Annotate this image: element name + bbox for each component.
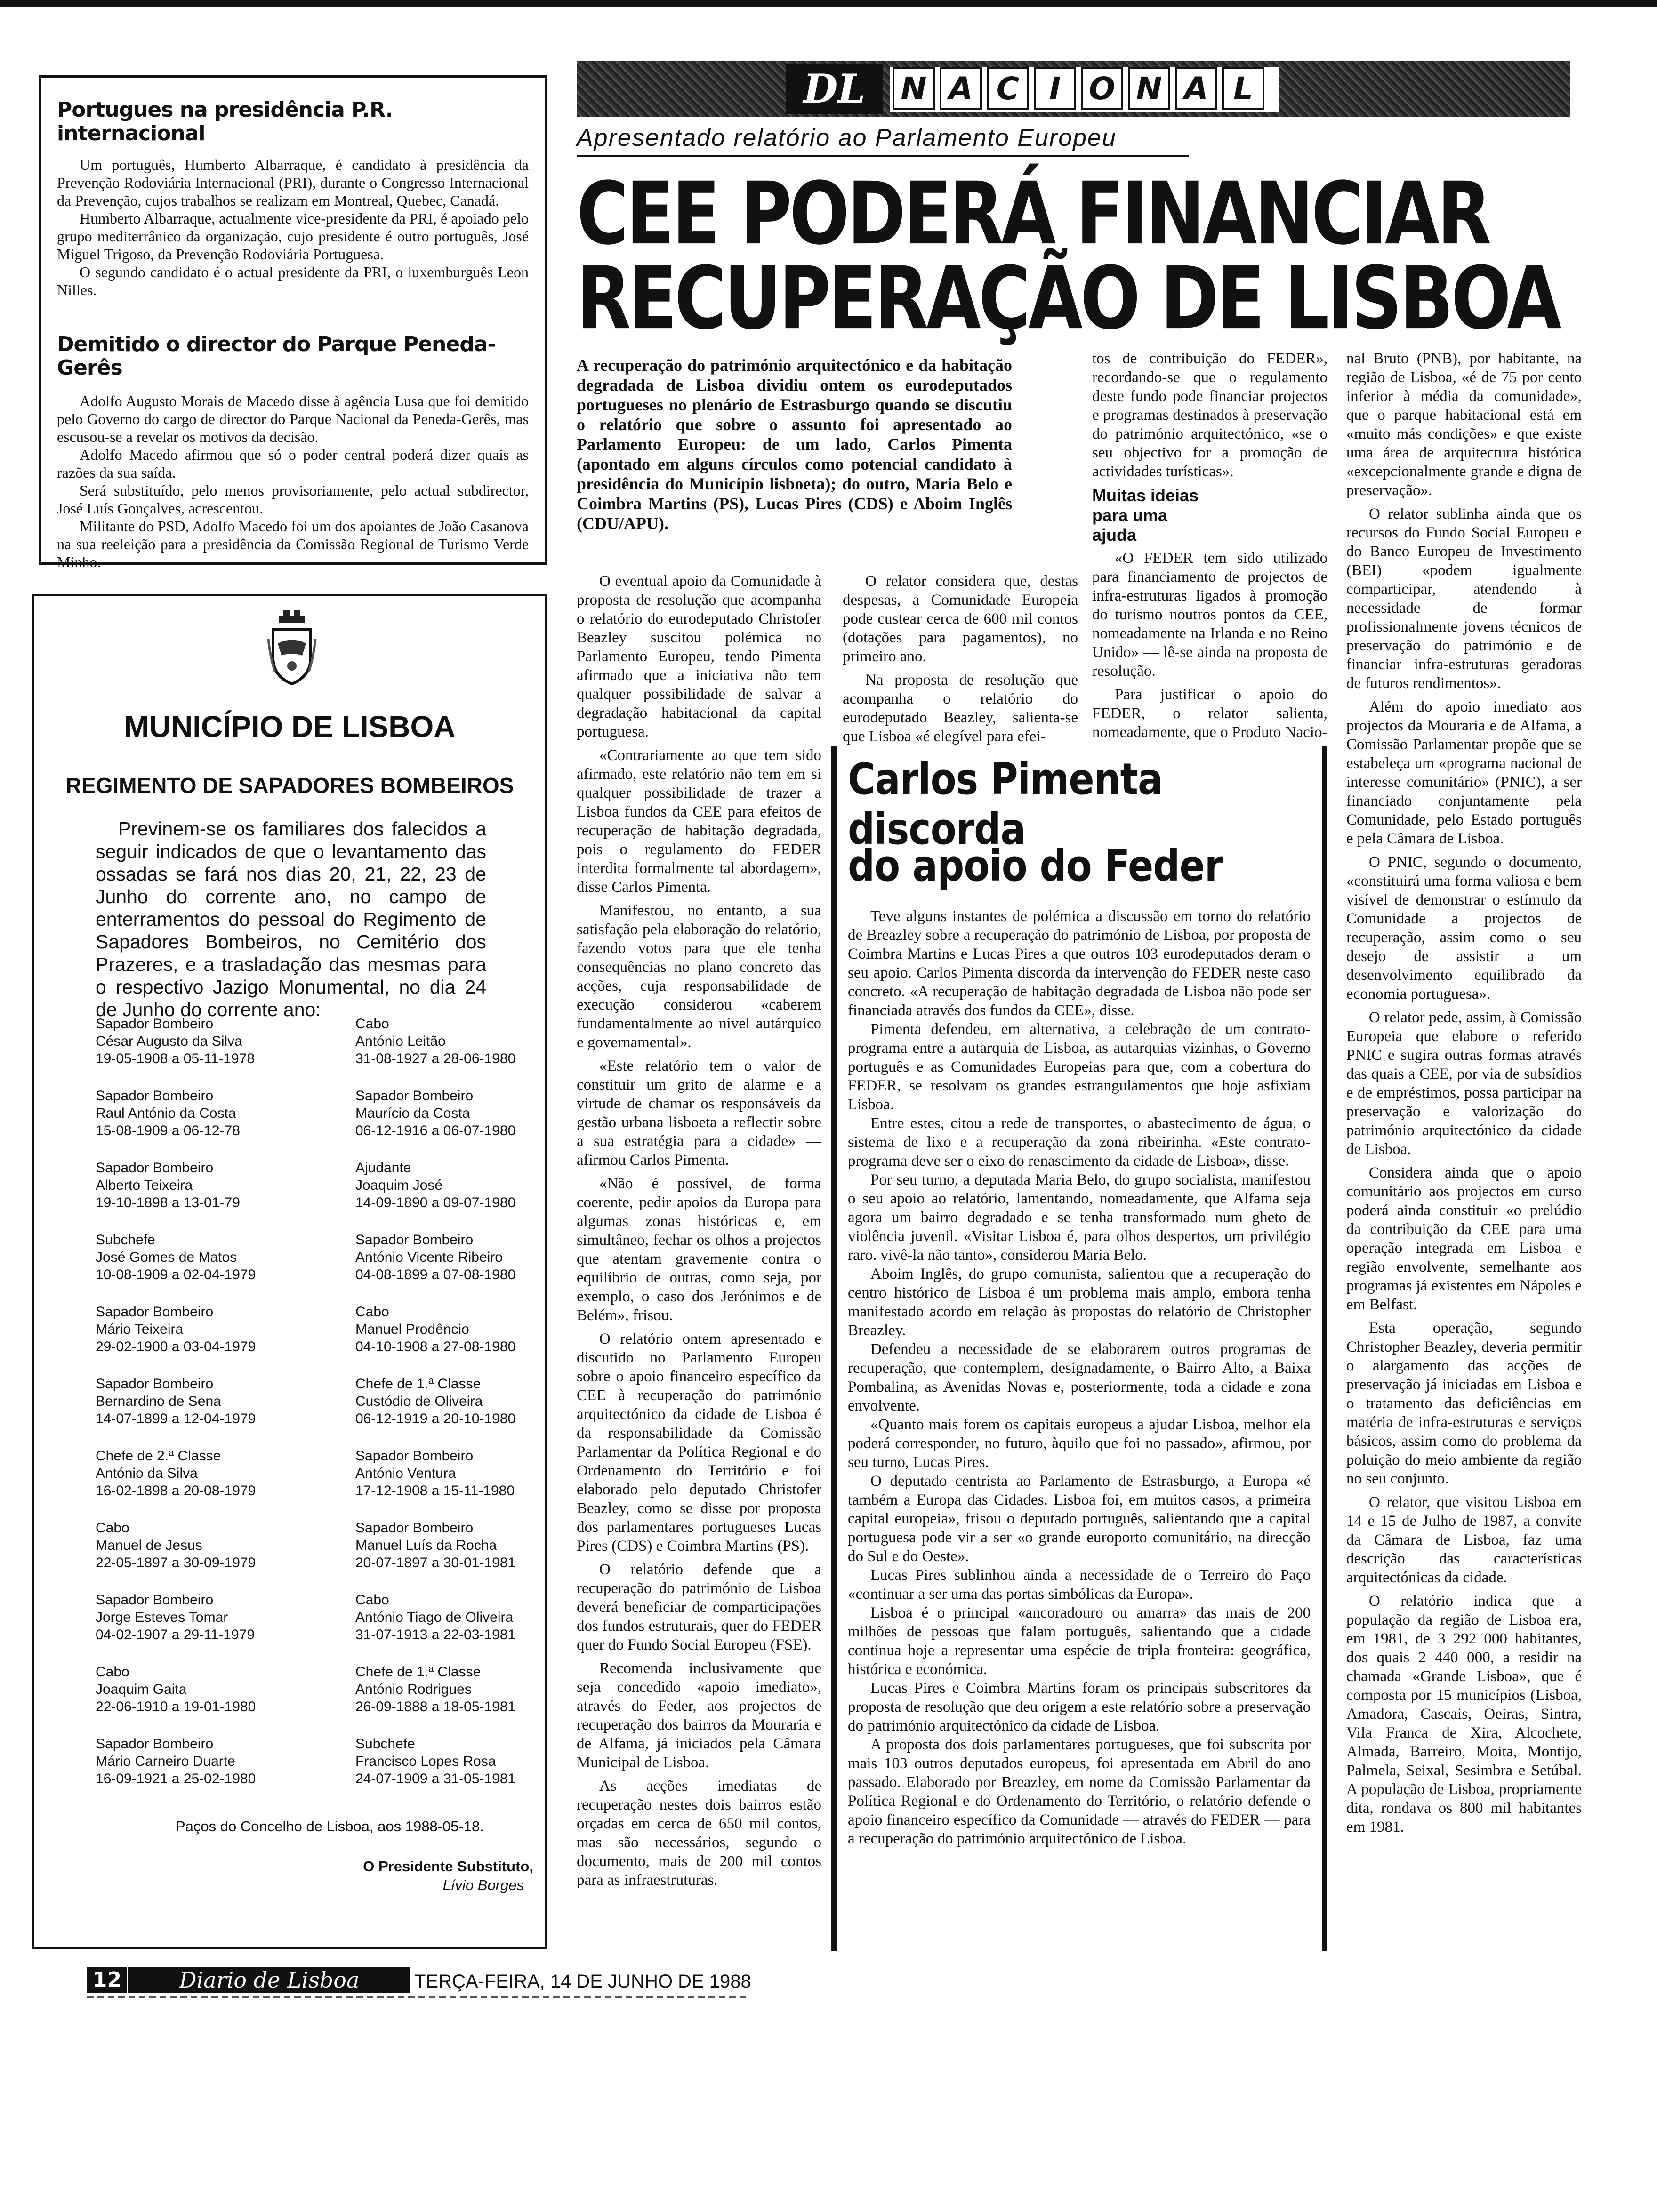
article-headline-line2: RECUPERAÇÃO DE LISBOA	[577, 248, 1560, 349]
article-paragraph: tos de contribuição do FEDER», recordando-se que o regulamento deste fundo pode financiar projectos e programas destinados à preservação do património arquitectónico, «se o seu objectivo for a promoção de actividades turísticas».	[1092, 350, 1327, 480]
notice-subtitle: REGIMENTO DE SAPADORES BOMBEIROS	[65, 773, 514, 798]
notice-title: MUNICÍPIO DE LISBOA	[124, 710, 456, 744]
municipal-notice	[32, 594, 547, 1949]
deceased-entry: Sapador Bombeiro Bernardino de Sena 14-07-1899 a 12-04-1979	[96, 1376, 256, 1427]
deceased-entry: Sapador Bombeiro Jorge Esteves Tomar 04-02-1907 a 29-11-1979	[96, 1592, 255, 1643]
notice-place-date: Paços do Concelho de Lisboa, aos 1988-05-18.	[176, 1818, 484, 1835]
article-paragraph: O relator sublinha ainda que os recursos do Fundo Social Europeu e do Banco Europeu de Investimento (BEI) «podem igualmente comparticipar, atendendo à necessidade de formar profissionalmente jovens técnicos de preservação do património e de financiar infra-estruturas geradoras de futuros rendimentos».	[1346, 505, 1582, 692]
section-letter: I	[1034, 67, 1076, 110]
deceased-entry: Chefe de 1.ª Classe Custódio de Oliveira 06-12-1919 a 20-10-1980	[355, 1376, 516, 1427]
article-kicker: Apresentado relatório ao Parlamento Europeu	[577, 124, 1117, 152]
article-paragraph: «Não é possível, de forma coerente, pedir apoios da Europa para algumas zonas históricas e, em simultâneo, fechar os olhos a projectos que atentam gravemente contra o equilíbrio de outras, como seja, por exemplo, o caso dos Jerónimos e de Belém», frisou.	[577, 1175, 821, 1324]
sidebar-paragraph: O deputado centrista ao Parlamento de Estrasburgo, a Europa «é também a Europa das Cidades. Lisboa foi, em muitos casos, a primeira capital europeia», frisou o deputado português, salientando que a capital portuguesa pode vir a ser «o grande europorto comunitário, na direcção do Sul e do Oeste».	[848, 1473, 1311, 1565]
deceased-entry: Sapador Bombeiro António Ventura 17-12-1908 a 15-11-1980	[355, 1448, 515, 1499]
sidebar-paragraph: Lucas Pires sublinhou ainda a necessidade de o Terreiro do Paço «continuar a ser uma das portas simbólicas da Europa».	[848, 1567, 1311, 1603]
article-paragraph: O relator considera que, destas despesas, a Comunidade Europeia pode custear cerca de 600 mil contos (dotações para pagamentos), no primeiro ano.	[843, 573, 1078, 665]
article-column-4	[1346, 349, 1582, 1949]
deceased-entry: Sapador Bombeiro Mário Teixeira 29-02-1900 a 03-04-1979	[96, 1304, 256, 1354]
section-logo: DL	[786, 64, 883, 114]
sidebar-box	[831, 746, 1327, 1951]
brief-paragraph: Será substituído, pelo menos provisoriamente, pelo actual subdirector, José Luís Gonçalves, acrescentou.	[57, 482, 529, 517]
section-letter: A	[1175, 67, 1217, 110]
article-paragraph: Recomenda inclusivamente que seja concedido «apoio imediato», através do Feder, aos projectos de recuperação dos bairros da Mouraria e de Alfama, já iniciados pela Câmara Municipal de Lisboa.	[577, 1660, 821, 1771]
sidebar-paragraph: Teve alguns instantes de polémica a discussão em torno do relatório de Breazley sobre a recuperação do património de Lisboa, por proposta de Coimbra Martins e Lucas Pires a que outros 103 eurodeputados deram o seu apoio. Carlos Pimenta discorda da intervenção do FEDER neste caso concreto. «A recuperação de habitação degradada de Lisboa não pode ser financiada através dos fundos da CEE», disse.	[848, 908, 1311, 1019]
deceased-entry: Sapador Bombeiro António Vicente Ribeiro 04-08-1899 a 07-08-1980	[355, 1232, 516, 1282]
footer-rule	[87, 1996, 746, 1998]
deceased-entry: Chefe de 1.ª Classe António Rodrigues 26-09-1888 a 18-05-1981	[355, 1664, 516, 1715]
article-column-2	[843, 572, 1078, 745]
article-paragraph: O relator, que visitou Lisboa em 14 e 15 de Julho de 1987, a convite da Câmara de Lisboa, faz uma descrição das características arquitectónicas da cidade.	[1346, 1494, 1582, 1586]
notice-list-right	[355, 1015, 544, 1807]
section-letter: L	[1222, 67, 1264, 110]
top-rule	[0, 0, 1657, 7]
article-paragraph: «O FEDER tem sido utilizado para financiamento de projectos de infra-estruturas ligados à promoção do turismo noutros pontos da CEE, nomeadamente na Irlanda e no Reino Unido» — lê-se ainda na proposta de resolução.	[1092, 550, 1327, 680]
deceased-entry: Chefe de 2.ª Classe António da Silva 16-02-1898 a 20-08-1979	[96, 1448, 256, 1499]
deceased-entry: Cabo Manuel Prodêncio 04-10-1908 a 27-08-1980	[355, 1304, 516, 1354]
article-paragraph: O relatório indica que a população da região de Lisboa era, em 1981, de 3 292 000 habitantes, dos quais 2 440 000, a residir na chamada «Grande Lisboa», que é composta por 15 municípios (Lisboa, Amadora, Cascais, Oeiras, Sintra, Vila Franca de Xira, Alcochete, Almada, Barreiro, Moita, Montijo, Palmela, Seixal, Sesimbra e Setúbal. A população de Lisboa, propriamente dita, rondava os 800 mil habitantes em 1981.	[1346, 1593, 1582, 1835]
deceased-entry: Cabo António Leitão 31-08-1927 a 28-06-1980	[355, 1016, 516, 1066]
section-letter: C	[987, 67, 1029, 110]
sidebar-paragraph: «Quanto mais forem os capitais europeus a ajudar Lisboa, melhor ela poderá corresponder, no futuro, àquilo que foi no passado», afirmou, por seu turno, Lucas Pires.	[848, 1416, 1311, 1471]
notice-signer-title: O Presidente Substituto,	[363, 1858, 533, 1875]
footer-date: TERÇA-FEIRA, 14 DE JUNHO DE 1988	[414, 1971, 751, 1992]
deceased-entry: Sapador Bombeiro César Augusto da Silva 19-05-1908 a 05-11-1978	[96, 1016, 255, 1066]
article-paragraph: As acções imediatas de recuperação nestes dois bairros estão orçadas em cerca de 650 mil contos, mas são necessários, segundo o documento, mais de 200 mil contos para as infraestruturas.	[577, 1778, 821, 1889]
article-paragraph: O relatório defende que a recuperação do património de Lisboa deverá beneficiar de comparticipações dos fundos estruturais, quer do FEDER quer do Fundo Social Europeu (FSE).	[577, 1561, 821, 1653]
deceased-entry: Cabo Manuel de Jesus 22-05-1897 a 30-09-1979	[96, 1520, 256, 1571]
footer-page-number: 12	[87, 1967, 127, 1993]
sidebar-paragraph: Pimenta defendeu, em alternativa, a celebração de um contrato-programa entre a autarquia de Lisboa, as autarquias vizinhas, o Governo português e as Comunidades Europeias para que, com a cobertura do FEDER, se resolvam os grandes estrangulamentos que hoje asfixiam Lisboa.	[848, 1021, 1311, 1113]
footer-paper-name: Diario de Lisboa	[128, 1967, 410, 1993]
deceased-entry: Sapador Bombeiro Mário Carneiro Duarte 16-09-1921 a 25-02-1980	[96, 1736, 256, 1787]
coat-of-arms-icon	[268, 610, 315, 686]
sidebar-paragraph: Defendeu a necessidade de se elaborarem outros programas de recuperação, que contemplem, designadamente, o Bairro Alto, a Baixa Pombalina, as Avenidas Novas e, posteriormente, toda a cidade e zona envolvente.	[848, 1341, 1311, 1414]
sidebar-headline-line1: Carlos Pimenta discorda	[848, 753, 1163, 854]
sidebar-headline-line2: do apoio do Feder	[848, 840, 1223, 891]
article-lead: A recuperação do património arquitectónico e da habitação degradada de Lisboa dividiu ontem os eurodeputados portugueses no plenário de Estrasburgo quando se discutiu o relatório que sobre o assunto foi apresentado ao Parlamento Europeu: de um lado, Carlos Pimenta (apontado em alguns círculos como potencial candidato à presidência do Município lisboeta); do outro, Maria Belo e Coimbra Martins (PS), Lucas Pires (CDS) e Aboim Inglês (CDU/APU).	[577, 356, 1012, 533]
notice-signer-name: Lívio Borges	[442, 1877, 524, 1893]
brief-paragraph: Adolfo Augusto Morais de Macedo disse à agência Lusa que foi demitido pelo Governo do cargo de director do Parque Nacional da Peneda-Gerês, mas escusou-se a revelar os motivos da decisão.	[57, 393, 529, 445]
deceased-entry: Sapador Bombeiro Raul António da Costa 15-08-1909 a 06-12-78	[96, 1088, 240, 1138]
section-letter: O	[1081, 67, 1123, 110]
deceased-entry: Ajudante Joaquim José 14-09-1890 a 09-07-1980	[355, 1160, 516, 1210]
section-letter: A	[940, 67, 982, 110]
article-paragraph: O relator pede, assim, à Comissão Europeia que elabore o referido PNIC e sugira outras formas através das quais a CEE, por via de subsídios e de empréstimos, possa participar na preservação e valorização do património arquitectónico da cidade de Lisboa.	[1346, 1009, 1582, 1158]
sidebar-paragraph: Aboim Inglês, do grupo comunista, salientou que a recuperação do centro histórico de Lisboa é um problema mais amplo, embora tenha manifestado acordo em relação às propostas do relatório de Christopher Breazley.	[848, 1266, 1311, 1339]
article-paragraph: Esta operação, segundo Christopher Beazley, deveria permitir o alargamento das acções de preservação já iniciadas em Lisboa e o tratamento das deficiências em matéria de infra-estruturas e serviços básicos, assim como do problema da poluição do meio ambiente da região no seu conjunto.	[1346, 1320, 1582, 1487]
brief-paragraph: Adolfo Macedo afirmou que só o poder central poderá dizer quais as razões da sua saída.	[57, 446, 529, 481]
sidebar-paragraph: Lucas Pires e Coimbra Martins foram os principais subscritores da proposta de resolução que deu origem a este relatório sobre a preservação do património arquitectónico da cidade de Lisboa.	[848, 1680, 1311, 1734]
deceased-entry: Cabo António Tiago de Oliveira 31-07-1913 a 22-03-1981	[355, 1592, 516, 1643]
section-title	[890, 67, 1279, 112]
article-paragraph: O PNIC, segundo o documento, «constituirá uma forma valiosa e bem visível de demonstrar o estímulo da Comunidade a projectos de recuperação, assim como o seu desejo de assistir a um desenvolvimento equilibrado da economia portuguesa».	[1346, 854, 1582, 1002]
article-paragraph: Considera ainda que o apoio comunitário aos projectos em curso poderá ainda constituir «o prelúdio da contribuição da CEE para uma operação integrada em Lisboa e região envolvente, semelhante aos programas já existentes em Nápoles e em Belfast.	[1346, 1164, 1582, 1313]
article-paragraph: O relatório ontem apresentado e discutido no Parlamento Europeu sobre o apoio financeiro específico da CEE à recuperação do património arquitectónico da cidade de Lisboa é da responsabilidade da Comissão Parlamentar da Política Regional e do Ordenamento do Território e foi elaborado pelo deputado Christofer Beazley, como se disse por proposta dos parlamentares portugueses Lucas Pires (CDS) e Coimbra Martins (PS).	[577, 1330, 821, 1555]
notice-list-left	[96, 1015, 317, 1807]
article-paragraph: Manifestou, no entanto, a sua satisfação pela elaboração do relatório, fazendo votos para que ele tenha consequências no plano concreto das acções, cuja responsabilidade de execução considerou «caberem fundamentalmente ao nível autárquico e governamental».	[577, 902, 821, 1051]
deceased-entry: Subchefe José Gomes de Matos 10-08-1909 a 02-04-1979	[96, 1232, 256, 1282]
brief-paragraph: O segundo candidato é o actual presidente da PRI, o luxemburguês Leon Nilles.	[57, 264, 529, 298]
article-paragraph: nal Bruto (PNB), por habitante, na região de Lisboa, «é de 75 por cento inferior à média da comunidade», que o parque habitacional está em «muito más condições» e que existe uma área de arquitectura histórica «excepcionalmente grande e digna de preservação».	[1346, 350, 1582, 499]
sidebar-paragraph: Por seu turno, a deputada Maria Belo, do grupo socialista, manifestou o seu apoio ao relatório, lamentando, nomeadamente, que Alfama seja agora um bairro degradado e se tenha transformado num gheto de violência juvenil. «Visitar Lisboa é, para olhos despertos, um privilégio raro. vivê-la não tanto», considerou Maria Belo.	[848, 1171, 1311, 1264]
article-paragraph: «Este relatório tem o valor de constituir um grito de alarme e a virtude de chamar os responsáveis da gestão urbana lisboeta a reflectir sobre a sua estratégia para a cidade» — afirmou Carlos Pimenta.	[577, 1058, 821, 1169]
deceased-entry: Sapador Bombeiro Manuel Luís da Rocha 20-07-1897 a 30-01-1981	[355, 1520, 516, 1571]
article-paragraph: O eventual apoio da Comunidade à proposta de resolução que acompanha o relatório do eurodeputado Christofer Beazley suscitou polémica no Parlamento Europeu, tendo Pimenta afirmado que a iniciativa não tem qualquer possibilidade de salvar a degradação habitacional da capital portuguesa.	[577, 573, 821, 740]
article-column-1	[577, 572, 821, 1953]
sidebar-paragraph: A proposta dos dois parlamentares portugueses, que foi subscrita por mais 103 outros deputados europeus, foi apresentada em Abril do ano passado. Elaborado por Breazley, em nome da Comissão Parlamentar da Política Regional e do Ordenamento do Território, o relatório defende o apoio financeiro específico da Comunidade — através do FEDER — para a recuperação do património arquitectónico de Lisboa.	[848, 1736, 1311, 1847]
brief-headline-geres: Demitido o director do Parque Peneda-Gerês	[57, 332, 496, 380]
notice-intro: Previnem-se os familiares dos falecidos a seguir indicados de que o levantamento das ossadas se fará nos dias 20, 21, 22, 23 de Junho do corrente ano, no campo de enterramentos do pessoal do Regimento de Sapadores Bombeiros, no Cemitério dos Prazeres, e a trasladação das mesmas para o respectivo Jazigo Monumental, no dia 24 de Junho do corrente ano:	[96, 818, 486, 1020]
article-paragraph: Para justificar o apoio do FEDER, o relator salienta, nomeadamente, que o Produto Nacio-	[1092, 686, 1327, 741]
brief-paragraph: Um português, Humberto Albarraque, é candidato à presidência da Prevenção Rodoviária Internacional (PRI), durante o Congresso Internacional da Prevenção, cujos trabalhos se realizam em Montreal, Quebec, Canadá.	[57, 156, 529, 209]
article-paragraph: Além do apoio imediato aos projectos da Mouraria e de Alfama, a Comissão Parlamentar propõe que se estabeleça um «programa nacional de interesse comunitário» (PNIC), a ser financiado conjuntamente pela Comunidade, pelo Estado português e pela Câmara de Lisboa.	[1346, 698, 1582, 847]
deceased-entry: Subchefe Francisco Lopes Rosa 24-07-1909 a 31-05-1981	[355, 1736, 516, 1787]
article-paragraph: Na proposta de resolução que acompanha o relatório do eurodeputado Beazley, salienta-se que Lisboa «é elegível para efei-	[843, 672, 1078, 745]
section-letter: N	[1128, 67, 1170, 110]
brief-paragraph: Militante do PSD, Adolfo Macedo foi um dos apoiantes de João Casanova na sua reeleição para a presidência da Comissão Regional de Turismo Verde Minho.	[57, 518, 529, 570]
brief-headline-pri: Portugues na presidência P.R. internacional	[57, 98, 393, 145]
article-column-3	[1092, 349, 1327, 741]
deceased-entry: Cabo Joaquim Gaita 22-06-1910 a 19-01-1980	[96, 1664, 256, 1715]
brief-paragraph: Humberto Albarraque, actualmente vice-presidente da PRI, é apoiado pelo grupo mediterrânico da organização, cujo presidente é outro português, José Miguel Trigoso, da Prevenção Rodoviária Portuguesa.	[57, 210, 529, 263]
article-paragraph: «Contrariamente ao que tem sido afirmado, este relatório não tem em si qualquer possibilidade de trazer a Lisboa fundos da CEE para efeitos de recuperação de habitação degradada, pois o regulamento do FEDER interdita formalmente tal abordagem», disse Carlos Pimenta.	[577, 747, 821, 896]
deceased-entry: Sapador Bombeiro Maurício da Costa 06-12-1916 a 06-07-1980	[355, 1088, 516, 1138]
briefs-box	[39, 75, 547, 570]
subhead-muitas-ideias: Muitas ideias para uma ajuda	[1092, 486, 1199, 545]
sidebar-paragraph: Lisboa é o principal «ancoradouro ou amarra» das mais de 200 milhões de pessoas que falam português, salientando que a cidade continua hoje a representar uma espécie de tripla fronteira: geográfica, histórica e económica.	[848, 1604, 1311, 1678]
kicker-underline	[577, 155, 1189, 157]
sidebar-paragraph: Entre estes, citou a rede de transportes, o abastecimento de água, o sistema de lixo e a recuperação da zona ribeirinha. «Este contrato-programa deve ser o eixo do renascimento da cidade de Lisboa», disse.	[848, 1115, 1311, 1170]
deceased-entry: Sapador Bombeiro Alberto Teixeira 19-10-1898 a 13-01-79	[96, 1160, 240, 1210]
section-letter: N	[893, 67, 935, 110]
article-headline-line1: CEE PODERÁ FINANCIAR	[577, 164, 1489, 264]
